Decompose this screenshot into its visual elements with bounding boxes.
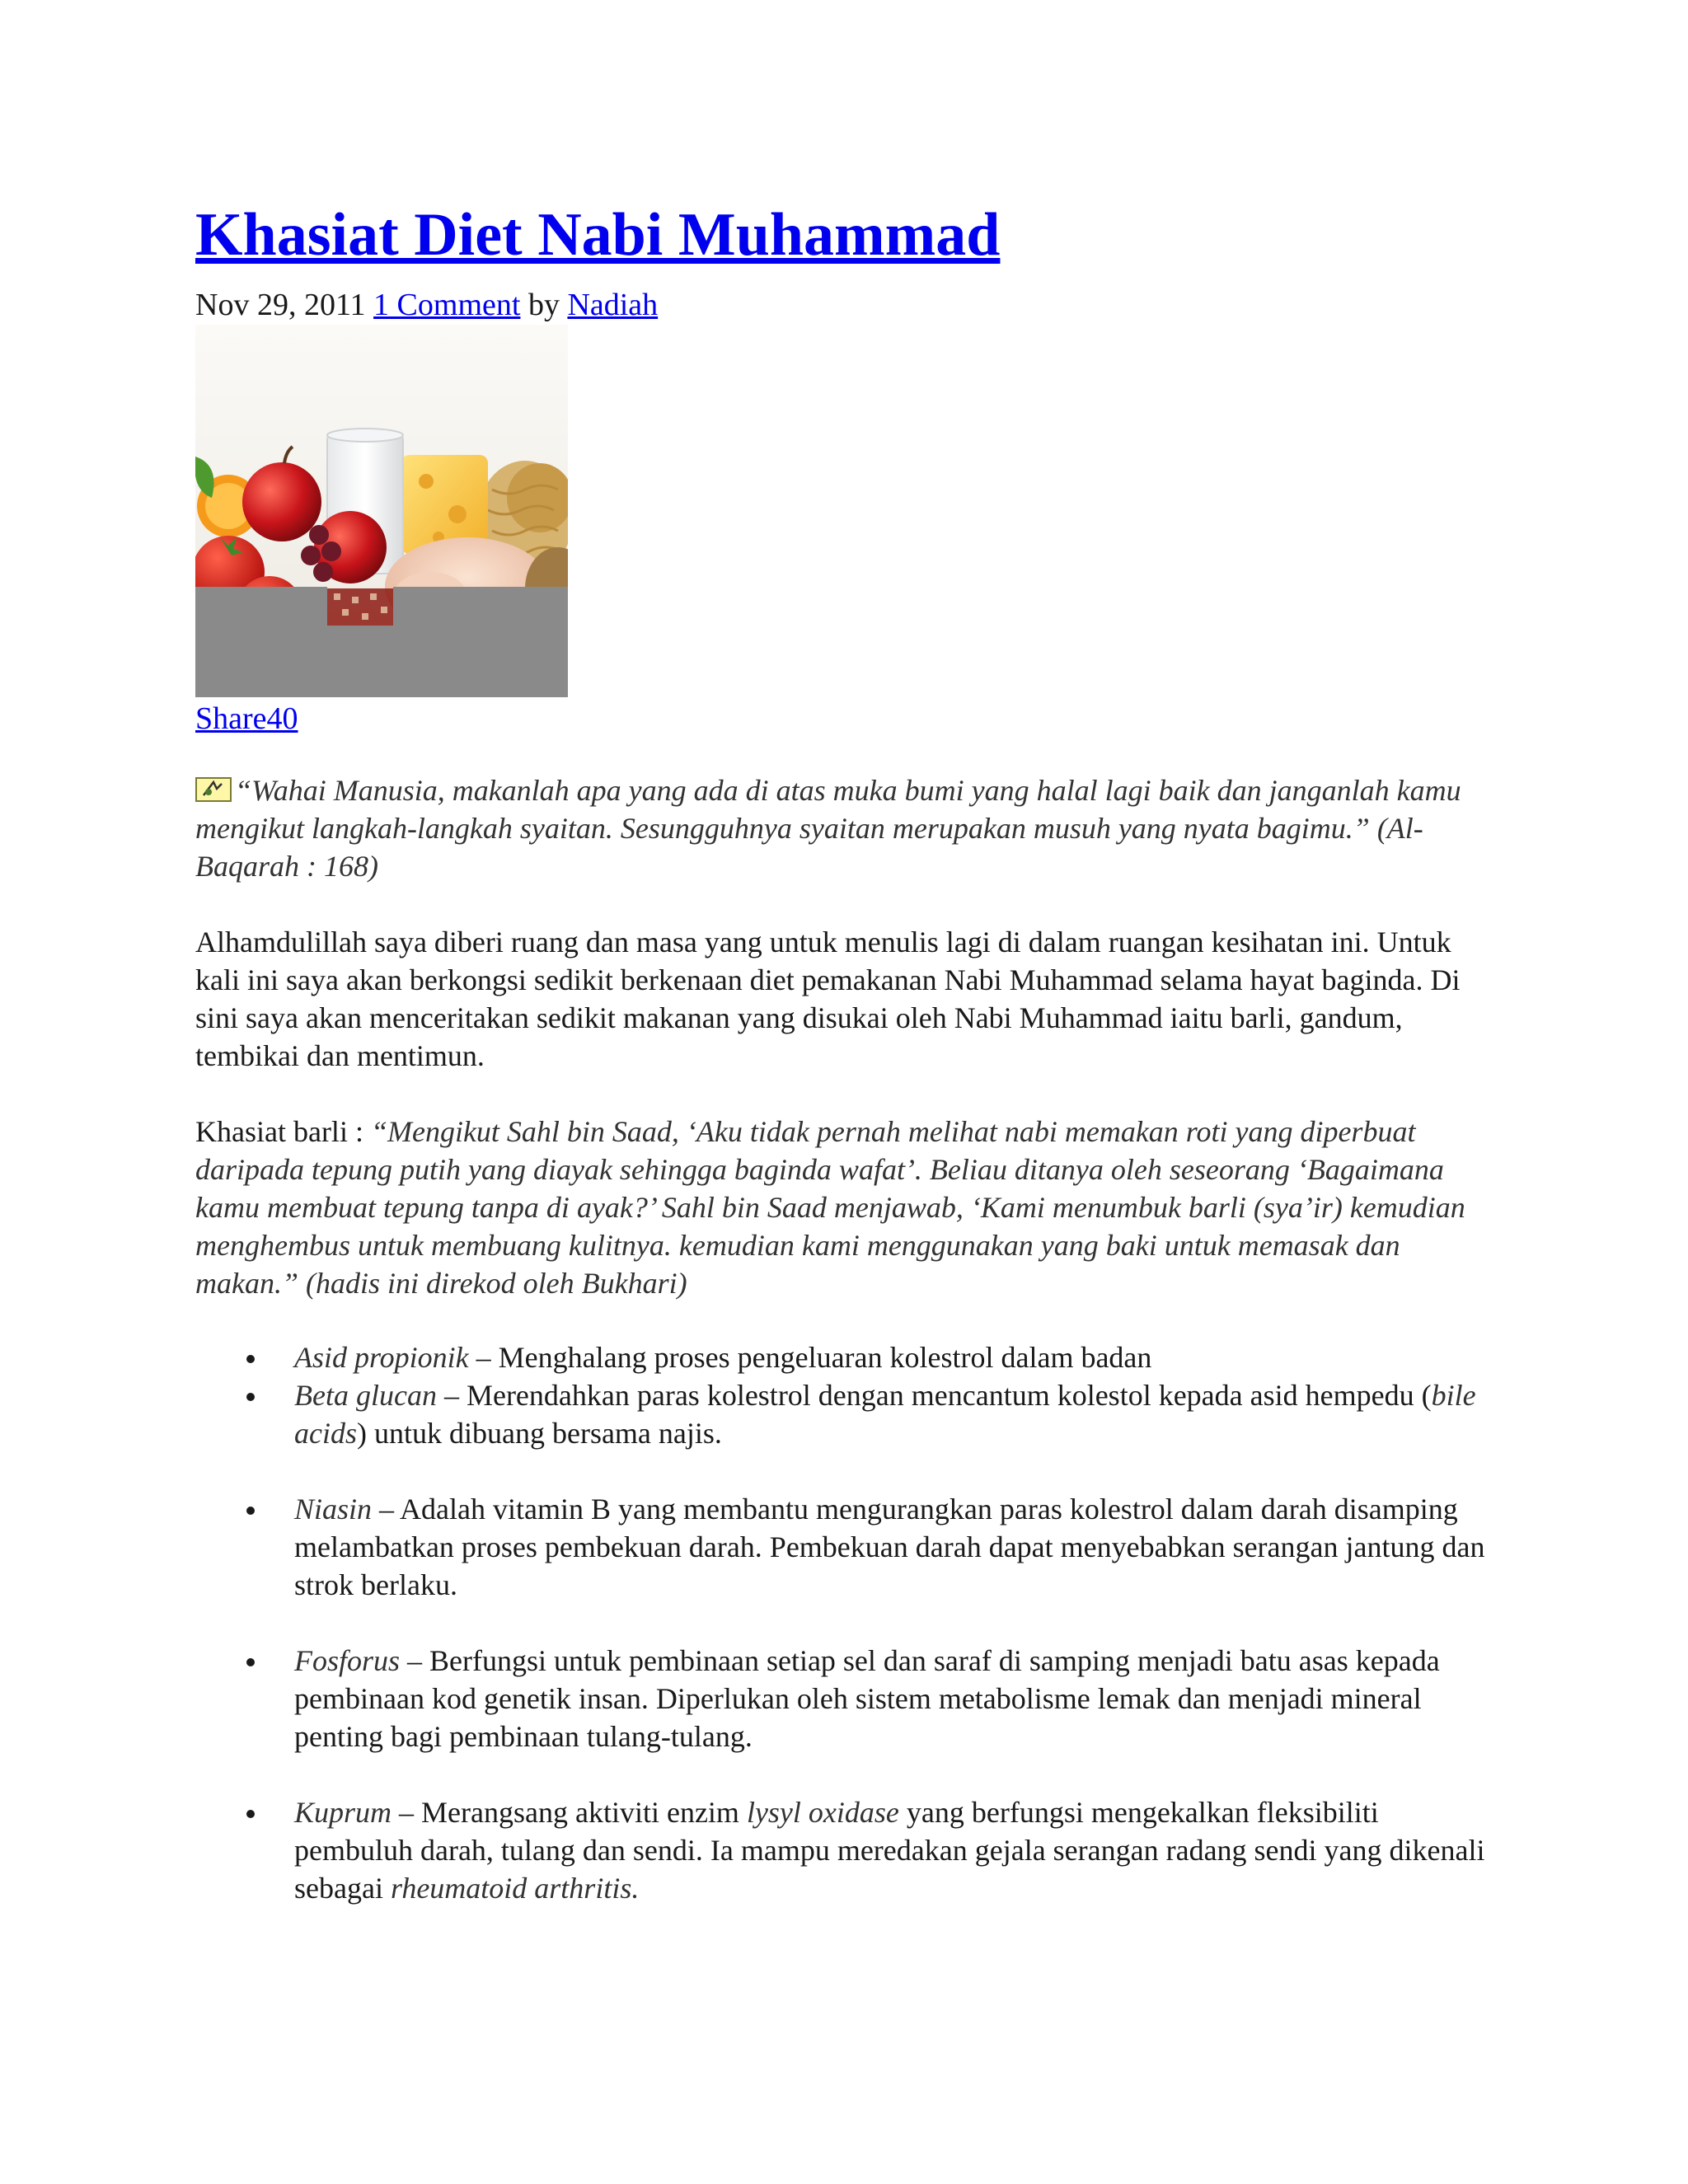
list-item-kuprum: [294, 1793, 1489, 1907]
kuprum-em-1: lysyl oxidase: [746, 1796, 899, 1829]
list-item-asid: [294, 1338, 1489, 1376]
list-item-niasin: [294, 1490, 1489, 1604]
asid-term: Asid propionik: [294, 1341, 469, 1374]
list-item-beta: [294, 1376, 1489, 1452]
food-image: [195, 325, 568, 697]
kuprum-em-2: rheumatoid arthritis.: [390, 1872, 640, 1905]
post-date: Nov 29, 2011: [195, 288, 366, 322]
quote-text: “Wahai Manusia, makanlah apa yang ada di atas muka bumi yang halal lagi baik dan janganlah kamu mengikut langkah-langkah syaitan. Sesungguhnya syaitan merupakan musuh yang nyata bagimu.” (Al-Baqarah : 168): [195, 774, 1461, 883]
fosforus-text: – Berfungsi untuk pembinaan setiap sel dan saraf di samping menjadi batu asas kepada pembinaan kod genetik insan. Diperlukan oleh sistem metabolisme lemak dan menjadi mineral penting bagi pembinaan tulang-tulang.: [294, 1644, 1440, 1753]
quran-quote: [195, 771, 1489, 885]
asid-text: – Menghalang proses pengeluaran kolestrol dalam badan: [468, 1341, 1152, 1374]
broken-image-icon: [195, 777, 232, 802]
list-item-fosforus: [294, 1642, 1489, 1755]
fosforus-term: Fosforus: [294, 1644, 401, 1677]
page-title: [195, 198, 1489, 272]
food-image-graphic: [195, 325, 568, 697]
intro-paragraph: Alhamdulillah saya diberi ruang dan masa yang untuk menulis lagi di dalam ruangan kesihatan ini. Untuk kali ini saya akan berkongsi sedikit berkenaan diet pemakanan Nabi Muhammad selama hayat baginda. Di sini saya akan menceritakan sedikit makanan yang disukai oleh Nabi Muhammad iaitu barli, gandum, tembikai dan mentimun.: [195, 926, 1461, 1072]
kuprum-text-1: – Merangsang aktiviti enzim: [392, 1796, 747, 1829]
barli-label: Khasiat barli :: [195, 1115, 371, 1148]
barli-paragraph: [195, 1113, 1489, 1302]
niasin-text: – Adalah vitamin B yang membantu mengurangkan paras kolestrol dalam darah disamping melambatkan proses pembekuan darah. Pembekuan darah dapat menyebabkan serangan jantung dan strok berlaku.: [294, 1493, 1485, 1601]
share-row: [195, 701, 1489, 737]
title-link[interactable]: Khasiat Diet Nabi Muhammad: [195, 201, 1001, 269]
kuprum-text-2: yang berfungsi mengekalkan fleksibiliti pembuluh darah, tulang dan sendi. Ia mampu meredakan gejala serangan radang sendi yang dikenali sebagai: [294, 1796, 1485, 1905]
kuprum-term: Kuprum: [294, 1796, 392, 1829]
niasin-term: Niasin: [294, 1493, 373, 1526]
post-meta: [195, 287, 1489, 323]
beta-em: bile acids: [294, 1379, 1476, 1450]
barli-hadith: “Mengikut Sahl bin Saad, ‘Aku tidak pernah melihat nabi memakan roti yang diperbuat daripada tepung putih yang diayak sehingga baginda wafat’. Beliau ditanya oleh seseorang ‘Bagaimana kamu membuat tepung tanpa di ayak?’ Sahl bin Saad menjawab, ‘Kami menumbuk barli (sya’ir) kemudian menghembus untuk membuang kulitnya. kemudian kami menggunakan yang baki untuk memasak dan makan.” (hadis ini direkod oleh Bukhari): [195, 1115, 1465, 1300]
benefits-list: [195, 1338, 1489, 1907]
author-link[interactable]: Nadiah: [567, 288, 659, 322]
beta-text-1: – Merendahkan paras kolestrol dengan mencantum kolestol kepada asid hempedu (: [436, 1379, 1432, 1412]
by-label: by: [528, 288, 560, 322]
comments-link[interactable]: 1 Comment: [373, 288, 521, 322]
beta-term: Beta glucan: [294, 1379, 437, 1412]
article: [195, 198, 1489, 1907]
share-link[interactable]: Share40: [195, 701, 298, 736]
beta-text-2: ) untuk dibuang bersama najis.: [357, 1417, 722, 1450]
